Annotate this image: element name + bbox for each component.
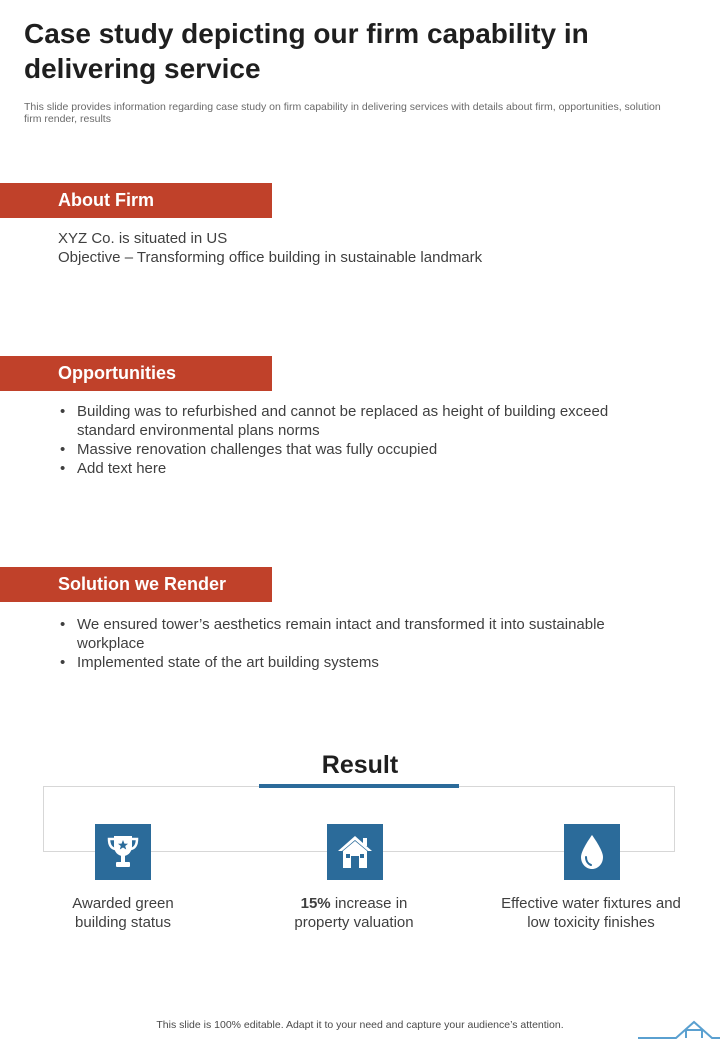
- list-item: • Massive renovation challenges that was fully occupied: [58, 440, 618, 459]
- about-firm-line: Objective – Transforming office building in sustainable landmark: [58, 249, 483, 266]
- result-item-text: Awarded green building status: [72, 895, 174, 931]
- opportunities-list: [58, 402, 618, 478]
- page-title: Case study depicting our firm capability in delivering service: [24, 18, 589, 84]
- solution-heading: Solution we Render: [0, 567, 272, 602]
- result-item-text: 15% increase in property valuation: [294, 895, 414, 931]
- opportunities-heading: Opportunities: [0, 356, 272, 391]
- list-item: • Implemented state of the art building systems: [58, 653, 618, 672]
- result-heading: Result: [321, 751, 399, 779]
- frame-divider: [150, 851, 327, 852]
- trophy-icon: [95, 824, 151, 880]
- frame-divider: [382, 851, 564, 852]
- result-underline: [259, 784, 459, 788]
- frame-divider: [43, 851, 95, 852]
- about-firm-line: XYZ Co. is situated in US: [58, 230, 228, 247]
- frame-divider: [620, 851, 675, 852]
- house-icon: [327, 824, 383, 880]
- page-subtitle: This slide provides information regarding case study on firm capability in delivering services with details about firm, opportunities, solution firm render, results: [24, 101, 661, 125]
- about-firm-body: [58, 229, 618, 267]
- highlight-value: 15%: [300, 895, 331, 912]
- list-item: • Building was to refurbished and cannot be replaced as height of building exceed standard environmental plans norms: [58, 402, 618, 440]
- list-item: • Add text here: [58, 459, 618, 478]
- result-item-text: Effective water fixtures and low toxicity finishes: [501, 895, 681, 931]
- corner-house-logo-icon: [636, 1012, 720, 1040]
- list-item: • We ensured tower’s aesthetics remain intact and transformed it into sustainable workplace: [58, 615, 618, 653]
- solution-list: [58, 615, 618, 672]
- about-firm-heading: About Firm: [0, 183, 272, 218]
- footer-note: This slide is 100% editable. Adapt it to your need and capture your audience’s attention.: [156, 1019, 564, 1031]
- water-drop-icon: [564, 824, 620, 880]
